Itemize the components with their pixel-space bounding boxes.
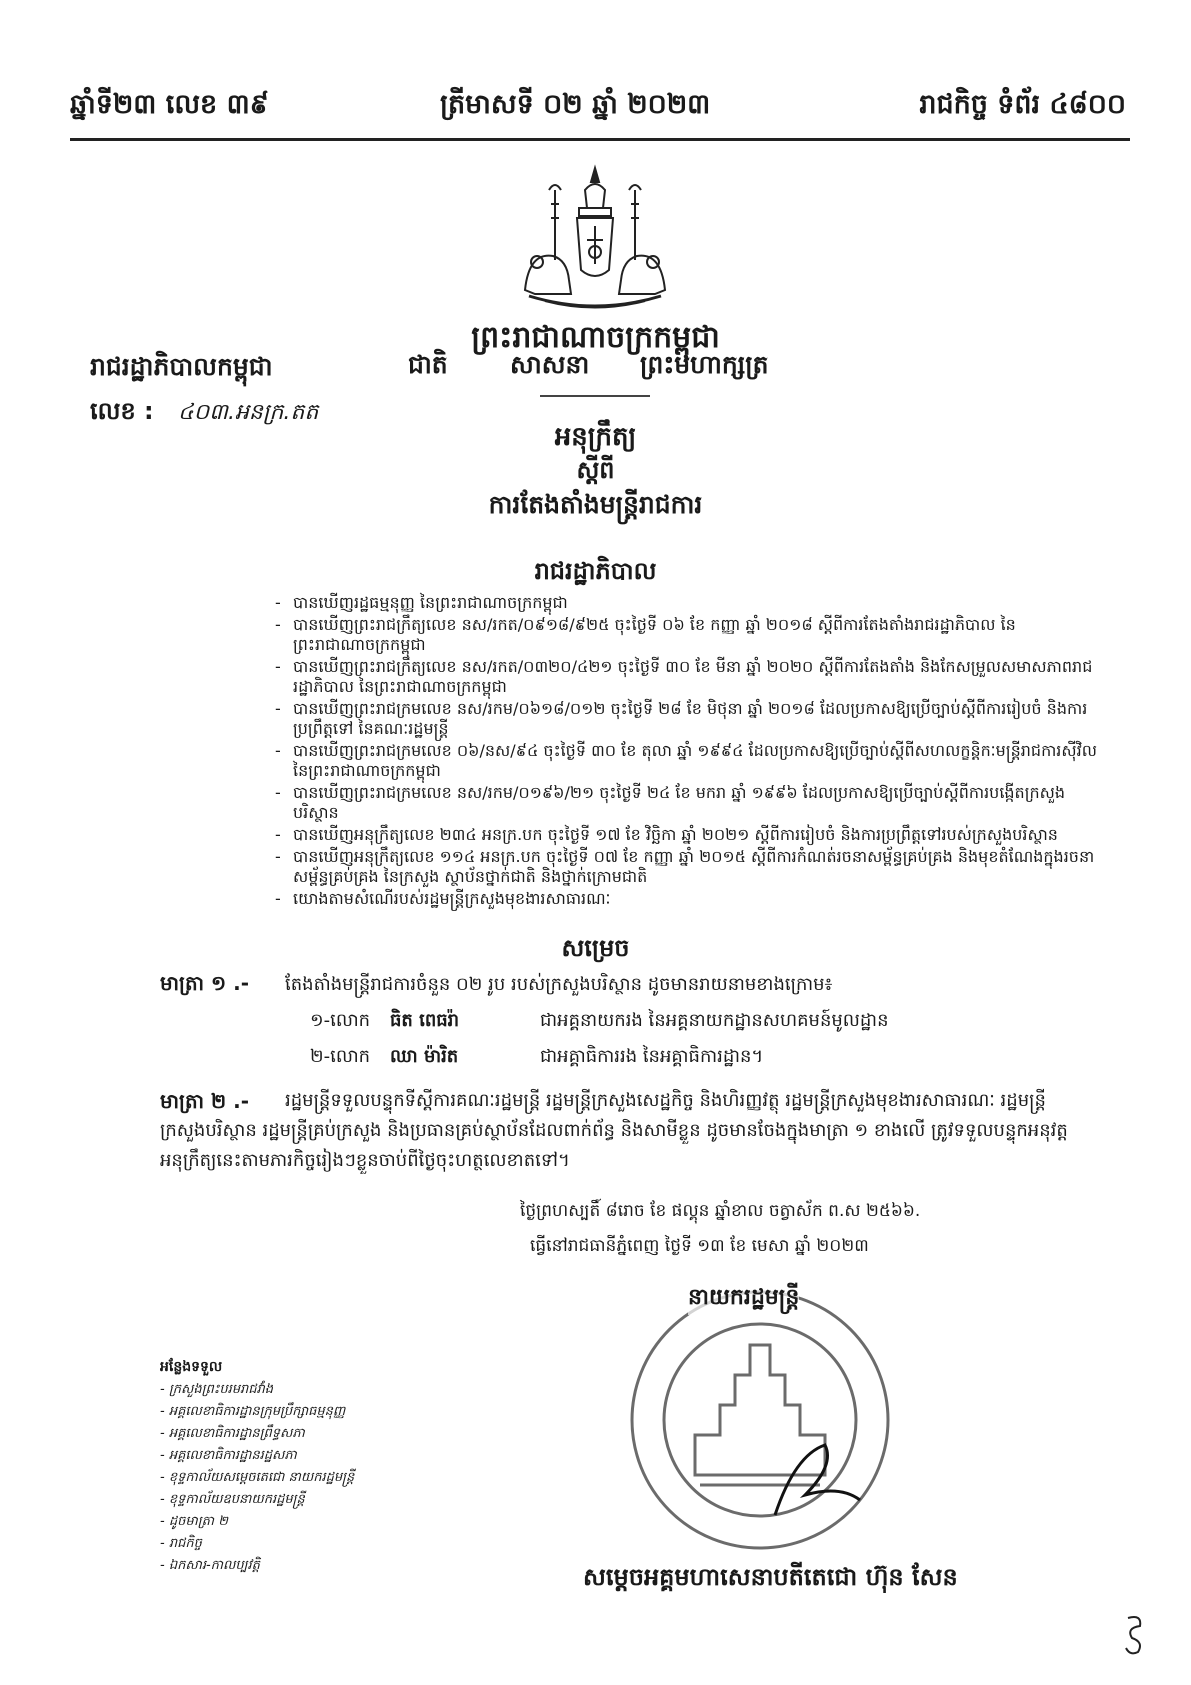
official-seal-icon: [625, 1285, 895, 1555]
gazette-page: រាជកិច្ច ទំព័រ ៤៨០០: [919, 89, 1126, 120]
recipient-item: - ក្រសួងព្រះបរមរាជវាំង: [160, 1382, 274, 1397]
motto-ornament: [540, 395, 650, 397]
preamble-item: - បានឃើញព្រះរាជក្រឹត្យលេខ នស/រកត/០៩១៨/៩២៥ ចុះថ្ងៃទី ០៦ ខែ កញ្ញា ឆ្នាំ ២០១៨ ស្តីពីការតែងតាំងរាជរដ្ឋាភិបាល នៃព្រះរាជាណាចក្រកម្ពុជា: [275, 615, 1016, 654]
signatory-title: នាយករដ្ឋមន្ត្រី: [688, 1283, 799, 1315]
preamble-item: - បានឃើញព្រះរាជក្រមលេខ ០៦/នស/៩៤ ចុះថ្ងៃទី ៣០ ខែ តុលា ឆ្នាំ ១៩៩៤ ដែលប្រកាសឱ្យប្រើច្បាប់ស្តីពីសហលក្ខន្តិកៈមន្ត្រីរាជការស៊ីវិល នៃព្រះរាជាណាចក្រកម្ពុជា: [275, 741, 1097, 780]
recipient-item: - ខុទ្ទកាល័យឧបនាយករដ្ឋមន្ត្រី: [160, 1492, 305, 1507]
article1-text: តែងតាំងមន្ត្រីរាជការចំនួន ០២ រូប របស់ក្រសួងបរិស្ថាន ដូចមានរាយនាមខាងក្រោម៖: [285, 974, 833, 995]
lunar-date: ថ្ងៃព្រហស្បតិ៍ ៨រោច ខែ ផល្គុន ឆ្នាំខាល ចត្វាស័ក ព.ស ២៥៦៦.: [520, 1201, 921, 1221]
preamble-item: - បានឃើញព្រះរាជក្រមលេខ នស/រកម/០១៩៦/២១ ចុះថ្ងៃទី ២៤ ខែ មករា ឆ្នាំ ១៩៩៦ ដែលប្រកាសឱ្យប្រើច្បាប់ស្តីពីការបង្កើតក្រសួងបរិស្ថាន: [275, 783, 1066, 822]
government-heading: រាជរដ្ឋាភិបាល: [534, 557, 657, 585]
recipient-item: - អគ្គលេខាធិការដ្ឋានរដ្ឋសភា: [160, 1448, 297, 1463]
appointee2-prefix: ២-លោក: [310, 1046, 371, 1067]
subject: ការតែងតាំងមន្ត្រីរាជការ: [488, 490, 703, 519]
motto-nation: ជាតិ: [408, 350, 448, 379]
gazette-quarter: ត្រីមាសទី ០២ ឆ្នាំ ២០២៣: [440, 89, 711, 120]
header-divider: [70, 138, 1130, 141]
recipient-item: - ដូចមាត្រា ២: [160, 1514, 228, 1529]
appointee2-position: ជាអគ្គាធិការរង នៃអគ្គាធិការដ្ឋាន។: [540, 1046, 764, 1067]
preamble-item: - បានឃើញព្រះរាជក្រឹត្យលេខ នស/រកត/០៣២០/៤២១ ចុះថ្ងៃទី ៣០ ខែ មីនា ឆ្នាំ ២០២០ ស្តីពីការតែងតាំង និងកែសម្រួលសមាសភាពរាជរដ្ឋាភិបាល នៃព្រះរាជាណាចក្រកម្ពុជា: [275, 657, 1093, 696]
number-value: ៤០៣.អនក្រ.តត: [178, 400, 319, 425]
recipients-title: អន្លែងទទួល: [160, 1359, 223, 1375]
kingdom-name: ព្រះរាជាណាចក្រកម្ពុជា: [471, 320, 720, 355]
appointee1-position: ជាអគ្គនាយករង នៃអគ្គនាយកដ្ឋានសហគមន៍មូលដ្ឋាន: [540, 1010, 889, 1031]
number-label: លេខ :: [90, 397, 154, 425]
recipient-item: - អគ្គលេខាធិការដ្ឋានក្រុមប្រឹក្សាធម្មនុញ្ញ: [160, 1404, 346, 1419]
article1-label: មាត្រា ១ .-: [160, 971, 250, 995]
motto-king: ព្រះមហាក្សត្រ: [640, 350, 769, 379]
recipient-item: - រាជកិច្ច: [160, 1536, 202, 1551]
preamble-item: - បានឃើញរដ្ឋធម្មនុញ្ញ នៃព្រះរាជាណាចក្រកម្ពុជា: [275, 593, 568, 612]
article2-label: មាត្រា ២ .-: [160, 1089, 250, 1113]
issuer-name: រាជរដ្ឋាភិបាលកម្ពុជា: [90, 352, 273, 381]
appointee1-prefix: ១-លោក: [310, 1010, 371, 1031]
preamble-item: - បានឃើញអនុក្រឹត្យលេខ ២៣៤ អនក្រ.បក ចុះថ្ងៃទី ១៧ ខែ វិច្ឆិកា ឆ្នាំ ២០២១ ស្តីពីការរៀបចំ និងការប្រព្រឹត្តទៅរបស់ក្រសួងបរិស្ថាន: [275, 825, 1058, 844]
signatory-name: សម្តេចអគ្គមហាសេនាបតីតេជោ ហ៊ុន សែន: [583, 1563, 958, 1591]
motto-religion: សាសនា: [510, 350, 590, 379]
appointee1-name: ធិត ពេធរ៉ា: [390, 1010, 460, 1031]
decision-heading: សម្រេច: [561, 934, 630, 962]
recipient-item: - ឯកសារ-កាលប្បវត្តិ: [160, 1558, 260, 1573]
article2-text: រដ្ឋមន្ត្រីទទួលបន្ទុកទីស្តីការគណៈរដ្ឋមន្ត្រី រដ្ឋមន្ត្រីក្រសួងសេដ្ឋកិច្ច និងហិរញ្ញវត្ថុ រដ្ឋមន្ត្រីក្រសួងមុខងារសាធារណៈ រដ្ឋមន្ត្រីក្រសួងបរិស្ថាន រដ្ឋមន្ត្រីគ្រប់ក្រសួង និងប្រធានគ្រប់ស្ថាប័នដែលពាក់ព័ន្ធ និងសាមីខ្លួន ដូចមានចែងក្នុងមាត្រា ១ ខាងលើ ត្រូវទទួលបន្ទុកអនុវត្តអនុក្រឹត្យនេះតាមភារកិច្ចរៀងៗខ្លួនចាប់ពីថ្ងៃចុះហត្ថលេខាតទៅ។: [160, 1090, 1068, 1171]
preamble-list: [275, 593, 1105, 911]
initials-mark-icon: [1120, 1612, 1154, 1658]
appointee2-name: ឈា ម៉ារិត: [390, 1046, 459, 1067]
recipient-item: - ខុទ្ទកាល័យសម្តេចតេជោ នាយករដ្ឋមន្ត្រី: [160, 1470, 355, 1485]
royal-emblem-icon: [515, 160, 675, 315]
preamble-item: - បានឃើញព្រះរាជក្រមលេខ នស/រកម/០៦១៨/០១២ ចុះថ្ងៃទី ២៨ ខែ មិថុនា ឆ្នាំ ២០១៨ ដែលប្រកាសឱ្យប្រើច្បាប់ស្តីពីការរៀបចំ និងការប្រព្រឹត្តទៅ នៃគណៈរដ្ឋមន្ត្រី: [275, 699, 1088, 738]
doc-type: អនុក្រឹត្យ: [554, 422, 637, 452]
gazette-year-issue: ឆ្នាំទី២៣ លេខ ៣៩: [70, 89, 269, 120]
place-date: ធ្វើនៅរាជធានីភ្នំពេញ ថ្ងៃទី ១៣ ខែ មេសា ឆ្នាំ ២០២៣: [530, 1236, 869, 1256]
recipient-item: - អគ្គលេខាធិការដ្ឋានព្រឹទ្ធសភា: [160, 1426, 305, 1441]
concerning: ស្តីពី: [576, 456, 615, 484]
preamble-item: - បានឃើញអនុក្រឹត្យលេខ ១១៤ អនក្រ.បក ចុះថ្ងៃទី ០៧ ខែ កញ្ញា ឆ្នាំ ២០១៥ ស្តីពីការកំណត់រចនាសម្ព័ន្ធគ្រប់គ្រង និងមុខតំណែងក្នុងរចនាសម្ព័ន្ធគ្រប់គ្រង នៃក្រសួង ស្ថាប័នថ្នាក់ជាតិ និងថ្នាក់ក្រោមជាតិ: [275, 847, 1095, 886]
preamble-item: - យោងតាមសំណើរបស់រដ្ឋមន្ត្រីក្រសួងមុខងារសាធារណៈ: [275, 889, 611, 908]
